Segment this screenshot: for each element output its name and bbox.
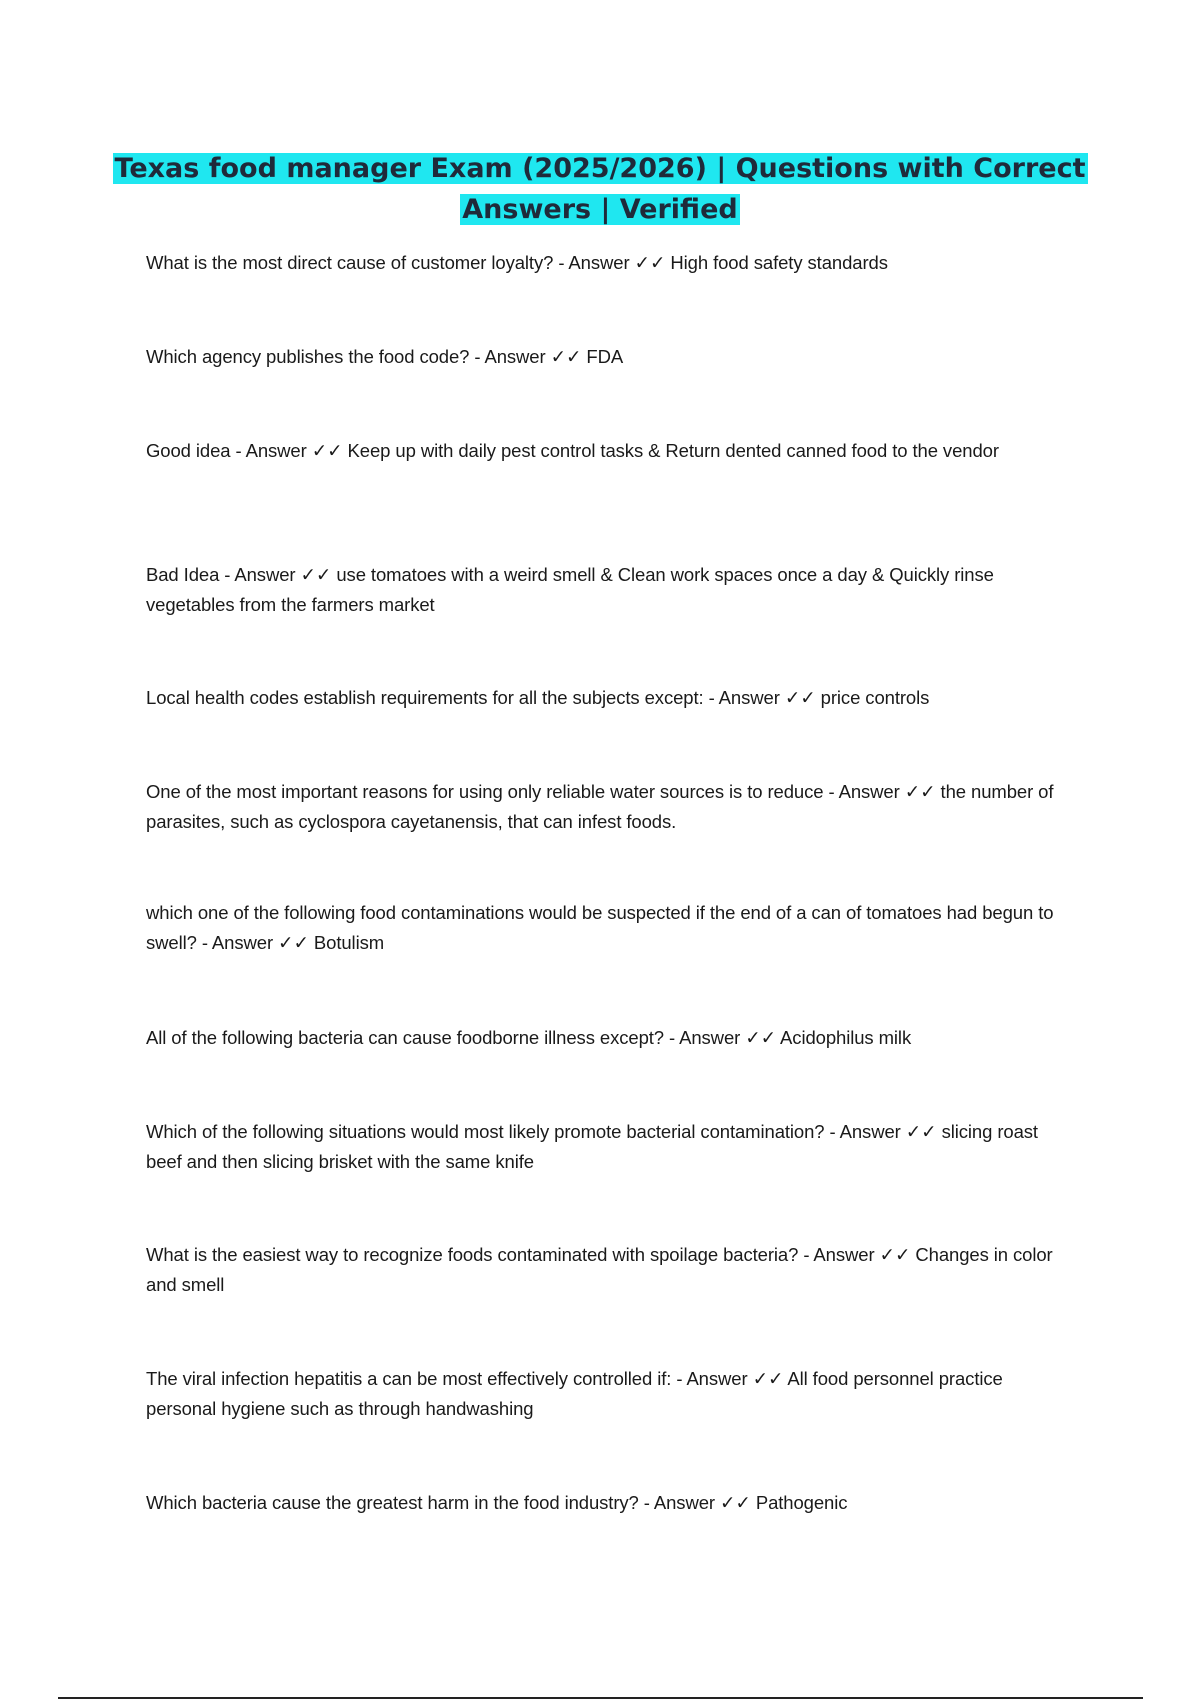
qa-item-3: Good idea - Answer ✓✓ Keep up with daily pest control tasks & Return dented canned food to the vendor [146,440,999,461]
qa-item-1: What is the most direct cause of customer loyalty? - Answer ✓✓ High food safety standards [146,252,888,273]
qa-item-11: The viral infection hepatitis a can be most effectively controlled if: - Answer ✓✓ All food personnel practice personal hygiene such as through handwashing [146,1368,1003,1419]
footer-divider [58,1697,1143,1699]
qa-item-5: Local health codes establish requirements for all the subjects except: - Answer ✓✓ price controls [146,687,930,708]
qa-item-6: One of the most important reasons for using only reliable water sources is to reduce - Answer ✓✓ the number of parasites, such as cyclospora cayetanensis, that can infest foods. [146,781,1054,832]
qa-item-4: Bad Idea - Answer ✓✓ use tomatoes with a weird smell & Clean work spaces once a day & Quickly rinse vegetables from the farmers market [146,564,994,615]
qa-item-8: All of the following bacteria can cause foodborne illness except? - Answer ✓✓ Acidophilus milk [146,1027,912,1048]
qa-item-12: Which bacteria cause the greatest harm in the food industry? - Answer ✓✓ Pathogenic [146,1492,848,1513]
qa-item-7: which one of the following food contaminations would be suspected if the end of a can of tomatoes had begun to swell? - Answer ✓✓ Botulism [146,902,1054,953]
qa-item-2: Which agency publishes the food code? - Answer ✓✓ FDA [146,346,624,367]
title-line-2: Answers | Verified [462,194,738,225]
title-line-1: Texas food manager Exam (2025/2026) | Questions with Correct [114,153,1086,184]
qa-item-9: Which of the following situations would most likely promote bacterial contamination? - Answer ✓✓ slicing roast beef and then slicing brisket with the same knife [146,1121,1038,1172]
qa-item-10: What is the easiest way to recognize foods contaminated with spoilage bacteria? - Answer ✓✓ Changes in color and smell [146,1244,1053,1295]
document-title [0,148,1200,230]
